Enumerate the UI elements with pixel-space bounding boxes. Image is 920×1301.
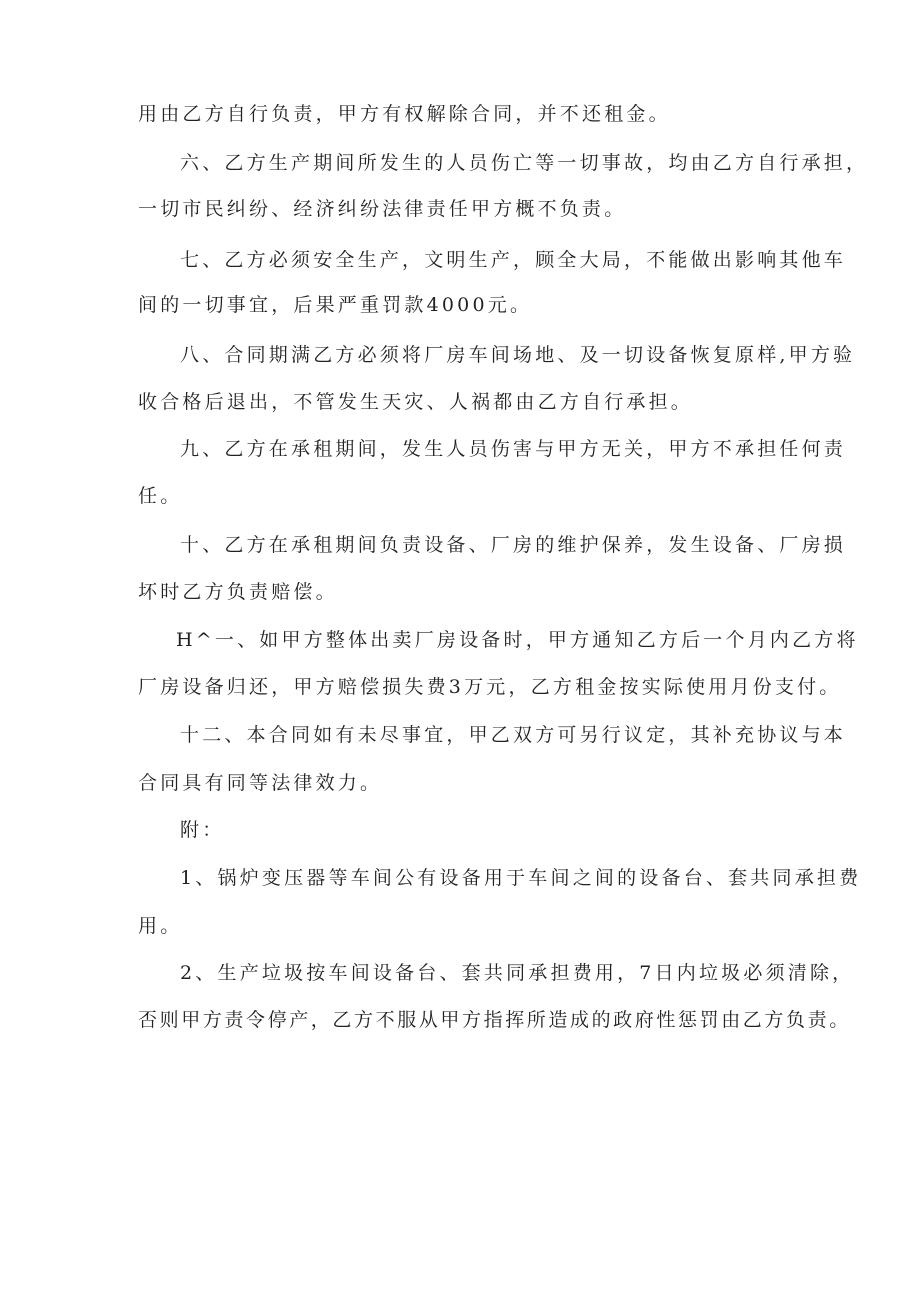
- text-line: 七、乙方必须安全生产，文明生产，顾全大局，不能做出影响其他车: [180, 249, 847, 271]
- text-line: 附：: [180, 819, 225, 841]
- text-line: 用由乙方自行负责，甲方有权解除合同，并不还租金。: [138, 103, 671, 125]
- text-line: 坏时乙方负责赔偿。: [138, 581, 338, 603]
- text-line: 六、乙方生产期间所发生的人员伤亡等一切事故，均由乙方自行承担，: [180, 152, 869, 174]
- text-line: 十二、本合同如有未尽事宜，甲乙双方可另行议定，其补充协议与本: [180, 724, 847, 746]
- text-line: 一切市民纠纷、经济纠纷法律责任甲方概不负责。: [138, 198, 627, 220]
- text-line: 合同具有同等法律效力。: [138, 772, 383, 794]
- text-line: 收合格后退出，不管发生天灾、人祸都由乙方自行承担。: [138, 391, 694, 413]
- text-line: 2、生产垃圾按车间设备台、套共同承担费用，7日内垃圾必须清除，: [180, 962, 855, 984]
- text-line: 厂房设备归还，甲方赔偿损失费3万元，乙方租金按实际使用月份支付。: [138, 676, 842, 698]
- text-line: 用。: [138, 915, 183, 937]
- text-line: 否则甲方责令停产，乙方不服从甲方指挥所造成的政府性惩罚由乙方负责。: [138, 1009, 851, 1031]
- text-line: 1、锅炉变压器等车间公有设备用于车间之间的设备台、套共同承担费: [180, 867, 862, 889]
- text-line: 间的一切事宜，后果严重罚款4000元。: [138, 294, 533, 316]
- text-line: 任。: [138, 485, 183, 507]
- text-line: 九、乙方在承租期间，发生人员伤害与甲方无关，甲方不承担任何责: [180, 438, 847, 460]
- text-line: 八、合同期满乙方必须将厂房车间场地、及一切设备恢复原样,甲方验: [180, 344, 856, 366]
- text-line: 十、乙方在承租期间负责设备、厂房的维护保养，发生设备、厂房损: [180, 534, 847, 556]
- text-line: H^一、如甲方整体出卖厂房设备时，甲方通知乙方后一个月内乙方将: [176, 629, 859, 651]
